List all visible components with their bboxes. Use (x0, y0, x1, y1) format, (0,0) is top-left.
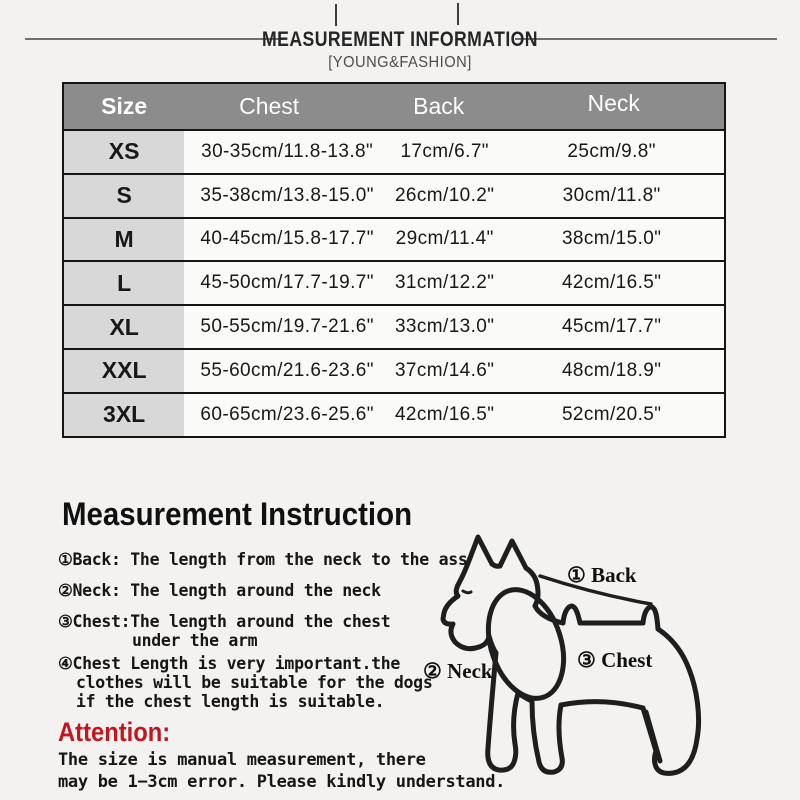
instruction-line-back: ①Back: The length from the neck to the ass (58, 550, 468, 569)
table-row (64, 173, 724, 217)
cell-back: 17cm/6.7" (400, 140, 489, 162)
cell-size: XL (64, 306, 184, 348)
diagram-label-neck: ② Neck (423, 659, 493, 683)
cell-chest: 30-35cm/11.8-13.8" (201, 140, 374, 162)
brand-subtitle: [YOUNG&FASHION] (328, 54, 472, 71)
table-row (64, 304, 724, 348)
cell-chest: 50-55cm/19.7-21.6" (200, 316, 374, 338)
attention-title: Attention: (58, 717, 171, 747)
dog-measurement-diagram (415, 520, 745, 800)
decorative-tick-left (335, 4, 337, 26)
attention-line: may be 1−3cm error. Please kindly understand. (58, 772, 506, 792)
cell-chest: 45-50cm/17.7-19.7" (200, 272, 374, 294)
page-title: MEASUREMENT INFORMATION (262, 28, 538, 51)
diagram-label-back: ① Back (567, 563, 637, 587)
instruction-line-note-2: clothes will be suitable for the dogs (76, 673, 433, 692)
cell-chest: 35-38cm/13.8-15.0" (200, 184, 374, 206)
cell-back: 37cm/14.6" (394, 359, 495, 381)
cell-back: 29cm/11.4" (395, 228, 494, 250)
cell-size: M (64, 219, 184, 261)
cell-neck: 38cm/15.0" (561, 228, 662, 250)
instruction-line-chest-2: under the arm (132, 631, 258, 650)
cell-chest: 60-65cm/23.6-25.6" (200, 403, 374, 425)
table-row (64, 217, 724, 261)
cell-chest: 40-45cm/15.8-17.7" (200, 228, 374, 250)
cell-back: 31cm/12.2" (394, 272, 495, 294)
cell-back: 33cm/13.0" (394, 316, 495, 338)
cell-neck: 48cm/18.9" (561, 359, 662, 381)
header-cell-neck: Neck (587, 90, 640, 116)
header-cell-chest: Chest (239, 93, 300, 119)
cell-back: 42cm/16.5" (394, 403, 495, 425)
cell-size: L (64, 262, 184, 304)
cell-size: 3XL (64, 394, 184, 436)
cell-neck: 25cm/9.8" (567, 140, 656, 162)
decorative-tick-right (457, 3, 459, 25)
cell-neck: 45cm/17.7" (561, 316, 662, 338)
instruction-line-note: ④Chest Length is very important.the (58, 654, 401, 673)
size-table-header-row (64, 84, 724, 129)
instruction-title: Measurement Instruction (62, 496, 413, 532)
instruction-line-chest: ③Chest:The length around the chest (58, 612, 391, 631)
cell-size: XS (64, 131, 184, 173)
attention-line: The size is manual measurement, there (58, 750, 426, 770)
cell-back: 26cm/10.2" (394, 184, 495, 206)
header-cell-size: Size (101, 93, 148, 119)
table-row (64, 392, 724, 436)
diagram-label-chest: ③ Chest (577, 648, 653, 672)
cell-size: S (64, 175, 184, 217)
table-row (64, 260, 724, 304)
table-row (64, 129, 724, 173)
header-cell-back: Back (413, 93, 465, 119)
instruction-line-note-3: if the chest length is suitable. (76, 692, 385, 711)
instruction-line-neck: ②Neck: The length around the neck (58, 581, 381, 600)
cell-neck: 42cm/16.5" (561, 272, 662, 294)
cell-neck: 30cm/11.8" (562, 184, 661, 206)
cell-chest: 55-60cm/21.6-23.6" (200, 359, 374, 381)
cell-neck: 52cm/20.5" (561, 403, 662, 425)
table-row (64, 348, 724, 392)
size-table (62, 82, 726, 438)
cell-size: XXL (64, 350, 184, 392)
